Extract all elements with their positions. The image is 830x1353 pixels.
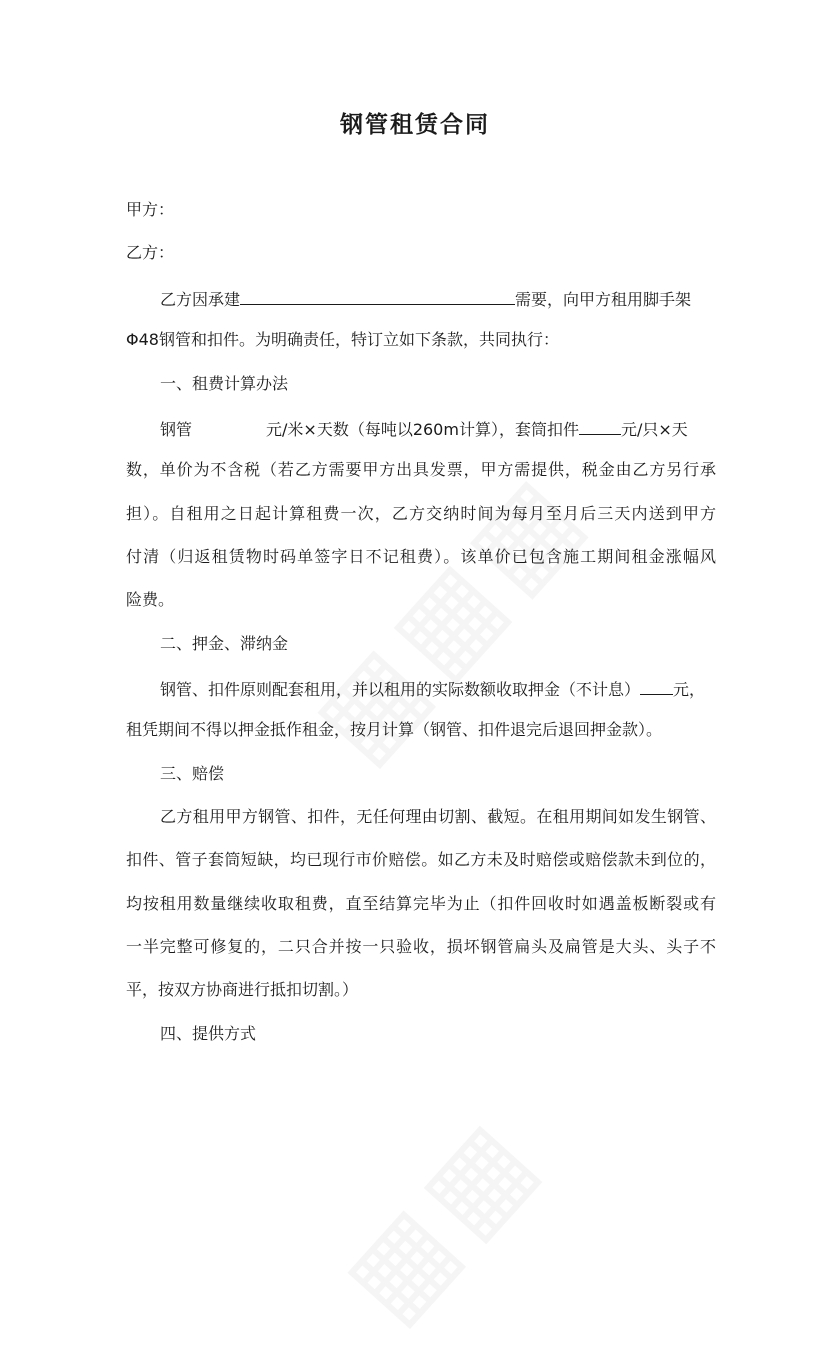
sec3-line-2: 扣件、管子套筒短缺，均已现行市价赔偿。如乙方未及时赔偿或赔偿款未到位的， <box>126 850 716 869</box>
section-1-heading: 一、租费计算办法 <box>160 374 289 393</box>
party-b-label: 乙方： <box>126 243 175 262</box>
intro-text-b: 需要，向甲方租用脚手架 <box>515 290 692 309</box>
sec2-text-b: 元， <box>673 680 706 699</box>
sec1-line-5: 险费。 <box>126 590 175 609</box>
sec1-text-b: 元/米×天数（每吨以260m计算），套筒扣件 <box>266 420 579 439</box>
intro-text-a: 乙方因承建 <box>160 290 241 309</box>
sec3-line-4: 一半完整可修复的，二只合并按一只验收，损坏钢管扁头及扁管是大头、头子不 <box>126 937 716 956</box>
watermark-lower <box>317 947 702 1353</box>
intro-line-1 <box>160 287 716 310</box>
section-2-heading: 二、押金、滞纳金 <box>160 634 289 653</box>
sec1-line-2: 数，单价为不含税（若乙方需要甲方出具发票，甲方需提供，税金由乙方另行承 <box>126 460 716 479</box>
clamp-price-blank <box>579 417 621 435</box>
sec3-line-5: 平，按双方协商进行抵扣切割。） <box>126 980 359 999</box>
intro-line-2: Φ48钢管和扣件。为明确责任，特订立如下条款，共同执行： <box>126 330 559 349</box>
sec1-text-c: 元/只×天 <box>620 420 688 439</box>
sec3-line-3: 均按租用数量继续收取租费，直至结算完毕为止（扣件回收时如遇盖板断裂或有 <box>126 894 716 913</box>
sec2-text-a: 钢管、扣件原则配套租用，并以租用的实际数额收取押金（不计息） <box>160 680 641 699</box>
sec1-text-a: 钢管 <box>160 420 193 439</box>
sec1-line-3: 担）。自租用之日起计算租费一次，乙方交纳时间为每月至月后三天内送到甲方 <box>126 504 716 523</box>
section-4-heading: 四、提供方式 <box>160 1024 257 1043</box>
section-3-heading: 三、赔偿 <box>160 764 225 783</box>
sec2-line-1 <box>160 677 716 700</box>
deposit-amount-blank <box>640 677 673 695</box>
document-title: 钢管租赁合同 <box>340 112 490 138</box>
sec2-line-2: 租凭期间不得以押金抵作租金，按月计算（钢管、扣件退完后退回押金款）。 <box>126 720 663 739</box>
sec1-line-1 <box>160 417 716 440</box>
project-name-blank <box>240 287 515 305</box>
party-a-label: 甲方： <box>126 200 175 219</box>
sec1-line-4: 付清（归返租赁物时码单签字日不记租费）。该单价已包含施工期间租金涨幅风 <box>126 547 716 566</box>
sec3-line-1: 乙方租用甲方钢管、扣件，无任何理由切割、截短。在租用期间如发生钢管、 <box>160 807 716 826</box>
